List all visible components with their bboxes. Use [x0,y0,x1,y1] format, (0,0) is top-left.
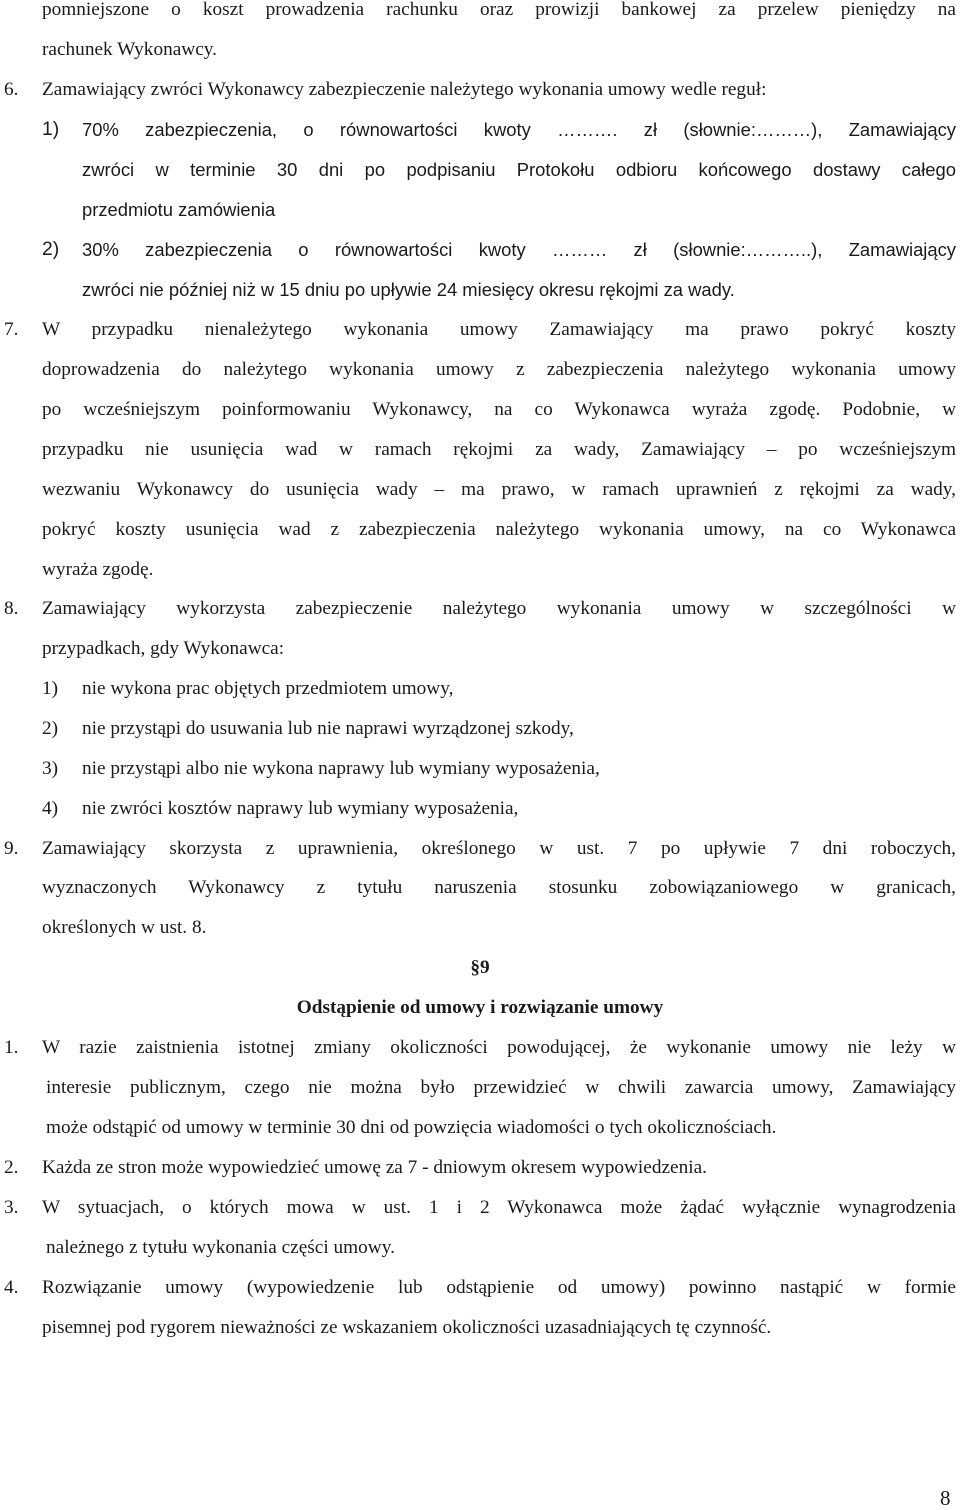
paragraph-line: W razie zaistnienia istotnej zmiany okoliczności powodującej, że wykonanie umowy nie leży w [42,1037,956,1058]
sublist-number: 2) [42,718,59,739]
list-number: 6. [4,79,19,100]
paragraph-line: wyznaczonych Wykonawcy z tytułu naruszenia stosunku zobowiązaniowego w granicach, [42,877,956,898]
paragraph-line: Rozwiązanie umowy (wypowiedzenie lub odstąpienie od umowy) powinno nastąpić w formie [42,1277,956,1298]
paragraph-line: Zamawiający zwróci Wykonawcy zabezpieczenie należytego wykonania umowy wedle reguł: [42,79,767,100]
list-number: 2. [4,1157,19,1178]
paragraph-line: 30% zabezpieczenia o równowartości kwoty ……… zł (słownie:………..), Zamawiający [82,239,956,260]
paragraph-line: zwróci w terminie 30 dni po podpisaniu Protokołu odbioru końcowego dostawy całego [82,159,956,180]
section-title: Odstąpienie od umowy i rozwiązanie umowy [296,997,664,1018]
paragraph-line: W sytuacjach, o których mowa w ust. 1 i 2 Wykonawca może żądać wyłącznie wynagrodzenia [42,1197,956,1218]
paragraph-line: należnego z tytułu wykonania części umowy. [46,1237,395,1258]
paragraph-line: Każda ze stron może wypowiedzieć umowę za 7 - dniowym okresem wypowiedzenia. [42,1157,707,1178]
list-number: 7. [4,319,19,340]
paragraph-line: W przypadku nienależytego wykonania umowy Zamawiający ma prawo pokryć koszty [42,319,956,340]
section-number: §9 [470,957,490,978]
paragraph-line: przedmiotu zamówienia [82,199,276,220]
list-number: 9. [4,838,19,859]
list-number: 1. [4,1037,19,1058]
paragraph-line: doprowadzenia do należytego wykonania umowy z zabezpieczenia należytego wykonania umowy [42,359,956,380]
sublist-number: 4) [42,798,59,819]
sublist-number: 1) [42,119,60,140]
list-item: nie przystąpi albo nie wykona naprawy lub wymiany wyposażenia, [82,758,600,779]
list-number: 3. [4,1197,19,1218]
paragraph-line: pomniejszone o koszt prowadzenia rachunku oraz prowizji bankowej za przelew pieniędzy na [42,0,956,20]
sublist-number: 1) [42,678,59,699]
paragraph-line: interesie publicznym, czego nie można było przewidzieć w chwili zawarcia umowy, Zamawiający [46,1077,956,1098]
paragraph-line: rachunek Wykonawcy. [42,39,217,60]
list-number: 4. [4,1277,19,1298]
paragraph-line: Zamawiający skorzysta z uprawnienia, określonego w ust. 7 po upływie 7 dni roboczych, [42,838,956,859]
paragraph-line: po wcześniejszym poinformowaniu Wykonawcy, na co Wykonawca wyraża zgodę. Podobnie, w [42,399,956,420]
paragraph-line: pisemnej pod rygorem nieważności ze wskazaniem okoliczności uzasadniających tę czynność. [42,1317,772,1338]
paragraph-line: wezwaniu Wykonawcy do usunięcia wady – ma prawo, w ramach uprawnień z rękojmi za wady, [42,479,956,500]
paragraph-line: 70% zabezpieczenia, o równowartości kwoty ………. zł (słownie:………), Zamawiający [82,119,956,140]
paragraph-line: wyraża zgodę. [42,559,154,580]
paragraph-line: może odstąpić od umowy w terminie 30 dni od powzięcia wiadomości o tych okolicznościach. [46,1117,777,1138]
paragraph-line: przypadku nie usunięcia wad w ramach rękojmi za wady, Zamawiający – po wcześniejszym [42,439,956,460]
paragraph-line: pokryć koszty usunięcia wad z zabezpieczenia należytego wykonania umowy, na co Wykonawca [42,519,956,540]
sublist-number: 2) [42,239,60,260]
paragraph-line: Zamawiający wykorzysta zabezpieczenie należytego wykonania umowy w szczególności w [42,598,956,619]
paragraph-line: zwróci nie później niż w 15 dniu po upływie 24 miesięcy okresu rękojmi za wady. [82,279,735,300]
page-number: 8 [940,1486,951,1510]
paragraph-line: przypadkach, gdy Wykonawca: [42,638,285,659]
sublist-number: 3) [42,758,59,779]
list-item: nie wykona prac objętych przedmiotem umowy, [82,678,454,699]
list-item: nie przystąpi do usuwania lub nie naprawi wyrządzonej szkody, [82,718,574,739]
list-item: nie zwróci kosztów naprawy lub wymiany wyposażenia, [82,798,519,819]
list-number: 8. [4,598,19,619]
paragraph-line: określonych w ust. 8. [42,917,207,938]
